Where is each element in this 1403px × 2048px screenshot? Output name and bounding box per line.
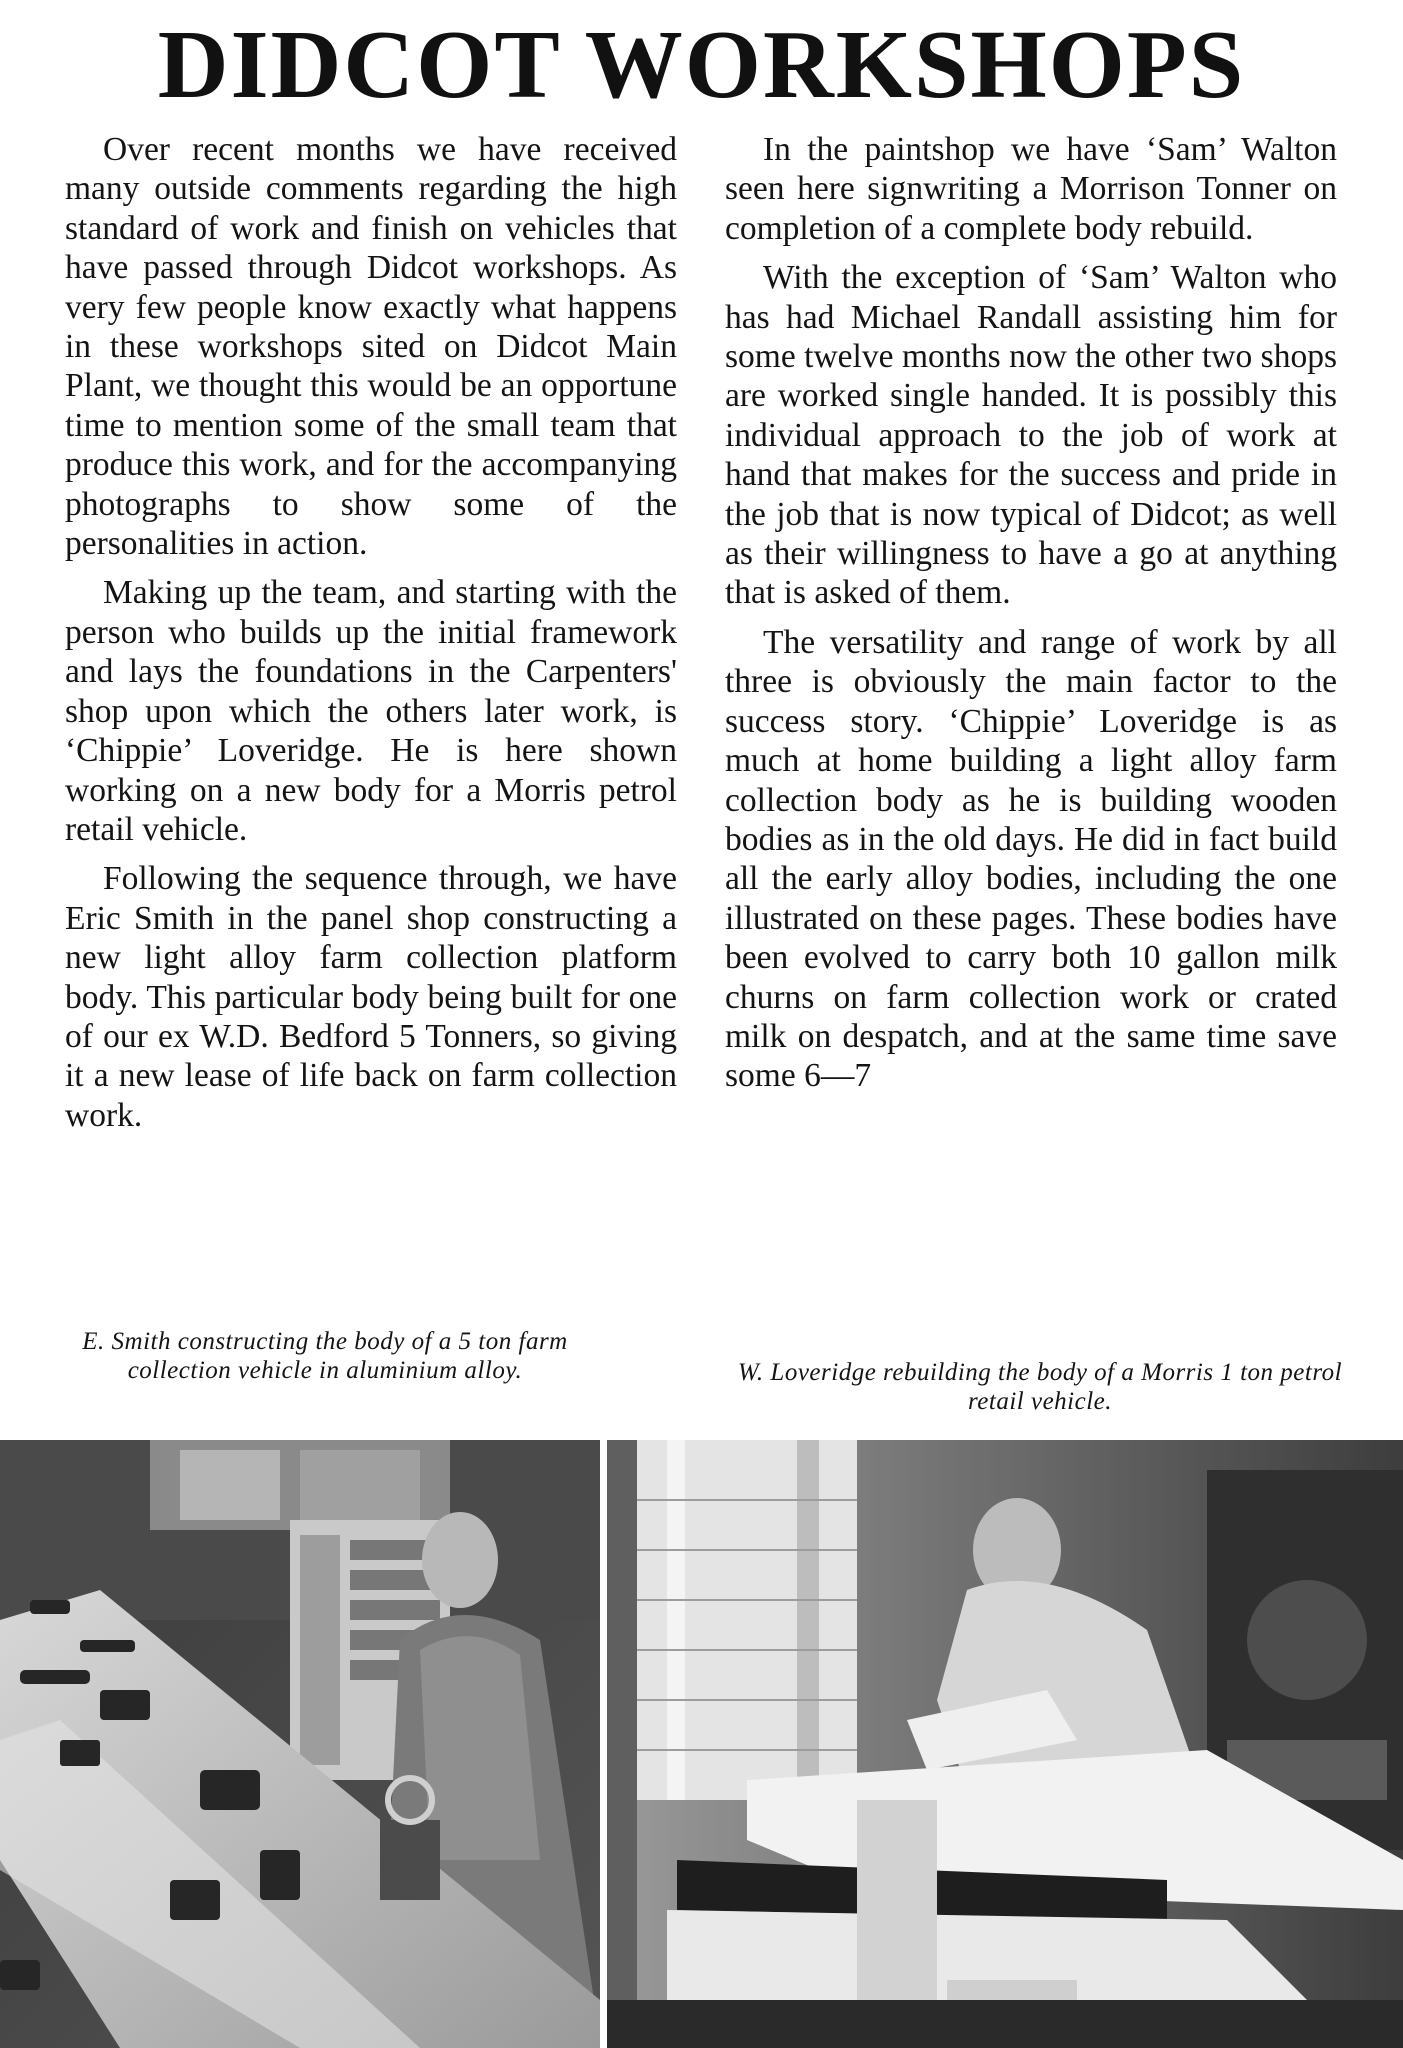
paragraph: Over recent months we have received many outside comments regarding the high standard of work and finish on vehicles that have passed through Didcot workshops. As very few people know exactly what happens in these workshops sited on Didcot Main Plant, we thought this would be an opportune time to mention some of the small team that produce this work, and for the accompanying photographs to show some of the personalities in action. (65, 131, 677, 563)
paragraph: The versatility and range of work by all three is obviously the main factor to the success story. ‘Chippie’ Loveridge is as much at home building a light alloy farm collection body as he is building wooden bodies as in the old days. He did in fact build all the early alloy bodies, including the one illustrated on these pages. These bodies have been evolved to carry both 10 gallon milk churns on farm collection work or crated milk on despatch, and at the same time save some 6—7 (725, 623, 1337, 1095)
paragraph: Making up the team, and starting with the person who builds up the initial framework and lays the foundations in the Carpenters' shop upon which the others later work, is ‘Chippie’ Loveridge. He is here shown working on a new body for a Morris petrol retail vehicle. (65, 574, 677, 848)
paragraph: With the exception of ‘Sam’ Walton who has had Michael Randall assisting him for some twelve months now the other two shops are worked single handed. It is possibly this individual approach to the job of work at hand that makes for the success and pride in the job that is now typical of Didcot; as well as their willingness to have a go at anything that is asked of them. (725, 259, 1337, 612)
photo-carpenters-shop (607, 1440, 1403, 2048)
photo-divider (600, 1440, 607, 2048)
paragraph: In the paintshop we have ‘Sam’ Walton seen here signwriting a Morrison Tonner on completion of a complete body rebuild. (725, 131, 1337, 247)
paragraph: Following the sequence through, we have Eric Smith in the panel shop constructing a new light alloy farm collection platform body. This particular body being built for one of our ex W.D. Bedford 5 Tonners, so giving it a new lease of life back on farm collection work. (65, 860, 677, 1134)
photo-caption-right: W. Loveridge rebuilding the body of a Morris 1 ton petrol retail vehicle. (737, 1359, 1343, 1415)
photo-caption-left: E. Smith constructing the body of a 5 ton farm collection vehicle in aluminium alloy. (82, 1328, 568, 1384)
right-column (725, 130, 1337, 1106)
page-title: DIDCOT WORKSHOPS (157, 11, 1246, 119)
photo-panel-shop (0, 1440, 600, 2048)
left-column (65, 130, 677, 1145)
